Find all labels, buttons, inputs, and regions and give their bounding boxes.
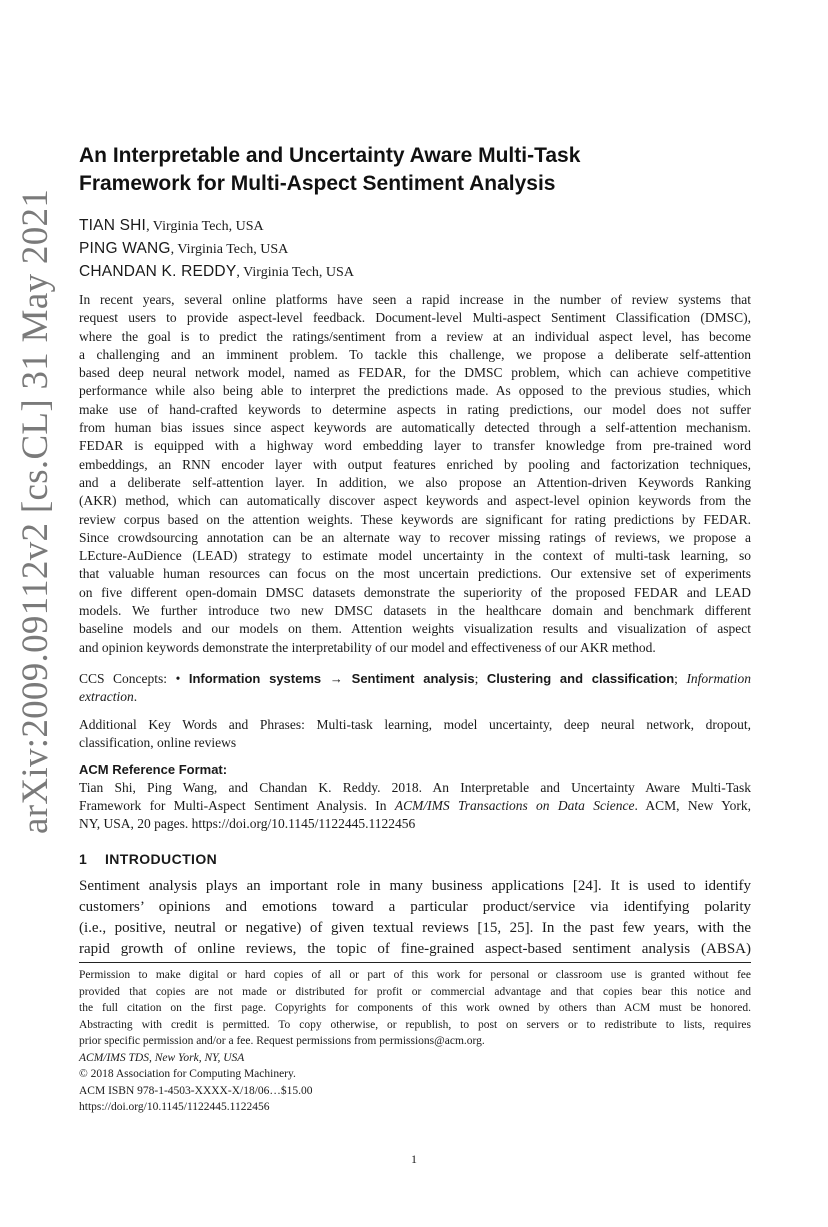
keywords-line: classification, online reviews (79, 735, 237, 750)
ccs-concept-secondary: Clustering and classification (486, 671, 675, 686)
author-entry (79, 215, 354, 238)
author-name: TIAN SHI (79, 217, 147, 234)
intro-line: rapid growth of online reviews, the topic of fine-grained aspect-based sentiment analysis (ABSA) (79, 941, 751, 957)
author-entry (79, 261, 354, 284)
author-name: PING WANG (79, 240, 171, 257)
footnote-line: Abstracting with credit is permitted. To copy otherwise, or republish, to post on servers or to redistribute to lists, requires (79, 1018, 751, 1031)
abstract-line: embeddings, an RNN encoder layer with output features enriched by pooling and factorization techniques, (79, 456, 751, 472)
ccs-line (79, 670, 751, 688)
abstract-line: and opinion keywords demonstrate the interpretability of our model and effectiveness of our AKR method. (79, 639, 656, 655)
keywords-line: Additional Key Words and Phrases: Multi-task learning, model uncertainty, deep neural network, dropout, (79, 717, 751, 732)
ccs-concept-primary: Information systems → Sentiment analysis (188, 671, 475, 686)
abstract-line: from human bias issues since aspect keywords are automatically detected through a self-attention mechanism. (79, 420, 751, 436)
ccs-concepts (79, 670, 751, 706)
ccs-end: . (133, 689, 138, 704)
additional-keywords (79, 716, 751, 752)
footnote-line: provided that copies are not made or distributed for profit or commercial advantage and that copies bear this notice and (79, 985, 751, 998)
footnote-line: prior specific permission and/or a fee. Request permissions from permissions@acm.org. (79, 1035, 485, 1047)
author-affiliation: , Virginia Tech, USA (146, 219, 264, 234)
acm-reference-heading: ACM Reference Format: (79, 762, 228, 777)
abstract-line: request users to provide aspect-level feedback. Document-level Multi-aspect Sentiment Classification (DMSC), (79, 310, 751, 326)
acm-reference-line (79, 797, 751, 815)
footnote-rule (79, 962, 751, 963)
abstract-line: review corpus based on the attention weights. These keywords are significant for rating predictions by FEDAR. (79, 511, 751, 527)
abstract-line: and a deliberate self-attention layer. In addition, we also propose an Attention-driven Keywords Ranking (79, 474, 751, 490)
abstract (79, 291, 751, 657)
author-affiliation: , Virginia Tech, USA (170, 242, 289, 257)
abstract-line: (AKR) method, which can automatically discover aspect keywords and aspect-level opinion keywords from the (79, 493, 751, 509)
abstract-line: In recent years, several online platforms have seen a rapid increase in the number of review systems that (79, 292, 751, 307)
acm-reference-text: . ACM, New York, (634, 798, 751, 813)
abstract-line: based deep neural network model, named as FEDAR, for the DMSC problem, which can achieve competitive (79, 365, 751, 381)
footnote-venue: ACM/IMS TDS, New York, NY, USA (79, 1051, 245, 1064)
footnote-copyright: © 2018 Association for Computing Machinery. (79, 1068, 296, 1080)
abstract-line: make use of hand-crafted keywords to determine aspects in rating predictions, our model does not suffer (79, 401, 751, 417)
footnote-doi-link[interactable]: https://doi.org/10.1145/1122445.1122456 (79, 1101, 270, 1113)
abstract-line: LEcture-AuDience (LEAD) strategy to estimate model uncertainty in the context of multi-task learning, so (79, 548, 751, 564)
footnote-isbn: ACM ISBN 978-1-4503-XXXX-X/18/06…$15.00 (79, 1084, 313, 1097)
page-number: 1 (411, 1152, 417, 1166)
ccs-concept-tertiary-cont: extraction (79, 689, 134, 704)
title-line-2: Framework for Multi-Aspect Sentiment Analysis (79, 172, 556, 195)
abstract-line: FEDAR is equipped with a highway word embedding layer to transfer knowledge from pre-trained word (79, 438, 751, 454)
abstract-line: where the goal is to predict the ratings/sentiment from a review at an individual aspect level, has become (79, 328, 751, 344)
section-title: INTRODUCTION (105, 851, 218, 867)
permission-footnote (79, 967, 751, 1116)
author-entry (79, 238, 354, 261)
ccs-separator: ; (674, 671, 687, 686)
author-list (79, 215, 354, 284)
section-number: 1 (79, 851, 88, 867)
introduction-text (79, 876, 751, 960)
ccs-concept-tertiary: Information (686, 671, 751, 686)
section-heading-introduction (79, 851, 217, 867)
title-line-1: An Interpretable and Uncertainty Aware Multi-Task (79, 144, 581, 167)
ccs-prefix: CCS Concepts: • (79, 671, 189, 686)
abstract-line: Since crowdsourcing annotation can be an alternate way to recover missing ratings of reviews, we propose a (79, 529, 751, 545)
abstract-line: a challenging and an imminent problem. To tackle this challenge, we propose a deliberate self-attention (79, 346, 751, 362)
abstract-line: baseline models and our models on them. Attention weights visualization results and visualization of aspect (79, 621, 751, 637)
author-name: CHANDAN K. REDDY (79, 263, 237, 280)
intro-line: Sentiment analysis plays an important role in many business applications [24]. It is used to identify (79, 878, 751, 894)
abstract-line: on five different open-domain DMSC datasets demonstrate the superiority of the proposed FEDAR and LEAD (79, 584, 751, 600)
acm-reference-line: NY, USA, 20 pages. https://doi.org/10.1145/1122445.1122456 (79, 816, 416, 831)
footnote-line: Permission to make digital or hard copies of all or part of this work for personal or classroom use is granted without fee (79, 969, 751, 981)
author-affiliation: , Virginia Tech, USA (236, 265, 354, 280)
acm-reference-text: Framework for Multi-Aspect Sentiment Analysis. In (79, 798, 395, 813)
acm-journal-name: ACM/IMS Transactions on Data Science (394, 798, 635, 813)
footnote-line: the full citation on the first page. Copyrights for components of this work owned by others than ACM must be honored. (79, 1002, 751, 1014)
ccs-line (79, 688, 751, 706)
abstract-line: that valuable human resources can focus on the most uncertain predictions. Our extensive set of experiments (79, 566, 751, 582)
intro-line: customers’ opinions and emotions toward a particular product/service via identifying polarity (79, 899, 751, 915)
acm-reference-line: Tian Shi, Ping Wang, and Chandan K. Reddy. 2018. An Interpretable and Uncertainty Aware Multi-Task (79, 780, 751, 795)
arxiv-identifier-stamp: arXiv:2009.09112v2 [cs.CL] 31 May 2021 (15, 188, 56, 834)
paper-title (79, 142, 779, 198)
abstract-line: models. We further introduce two new DMSC datasets in the healthcare domain and benchmark different (79, 603, 751, 619)
intro-line: (i.e., positive, neutral or negative) of given textual reviews [15, 25]. In the past few years, with the (79, 920, 751, 936)
acm-reference-format (79, 761, 751, 833)
ccs-separator: ; (474, 671, 487, 686)
abstract-line: performance while also being able to interpret the predictions made. As opposed to the previous studies, which (79, 383, 751, 399)
